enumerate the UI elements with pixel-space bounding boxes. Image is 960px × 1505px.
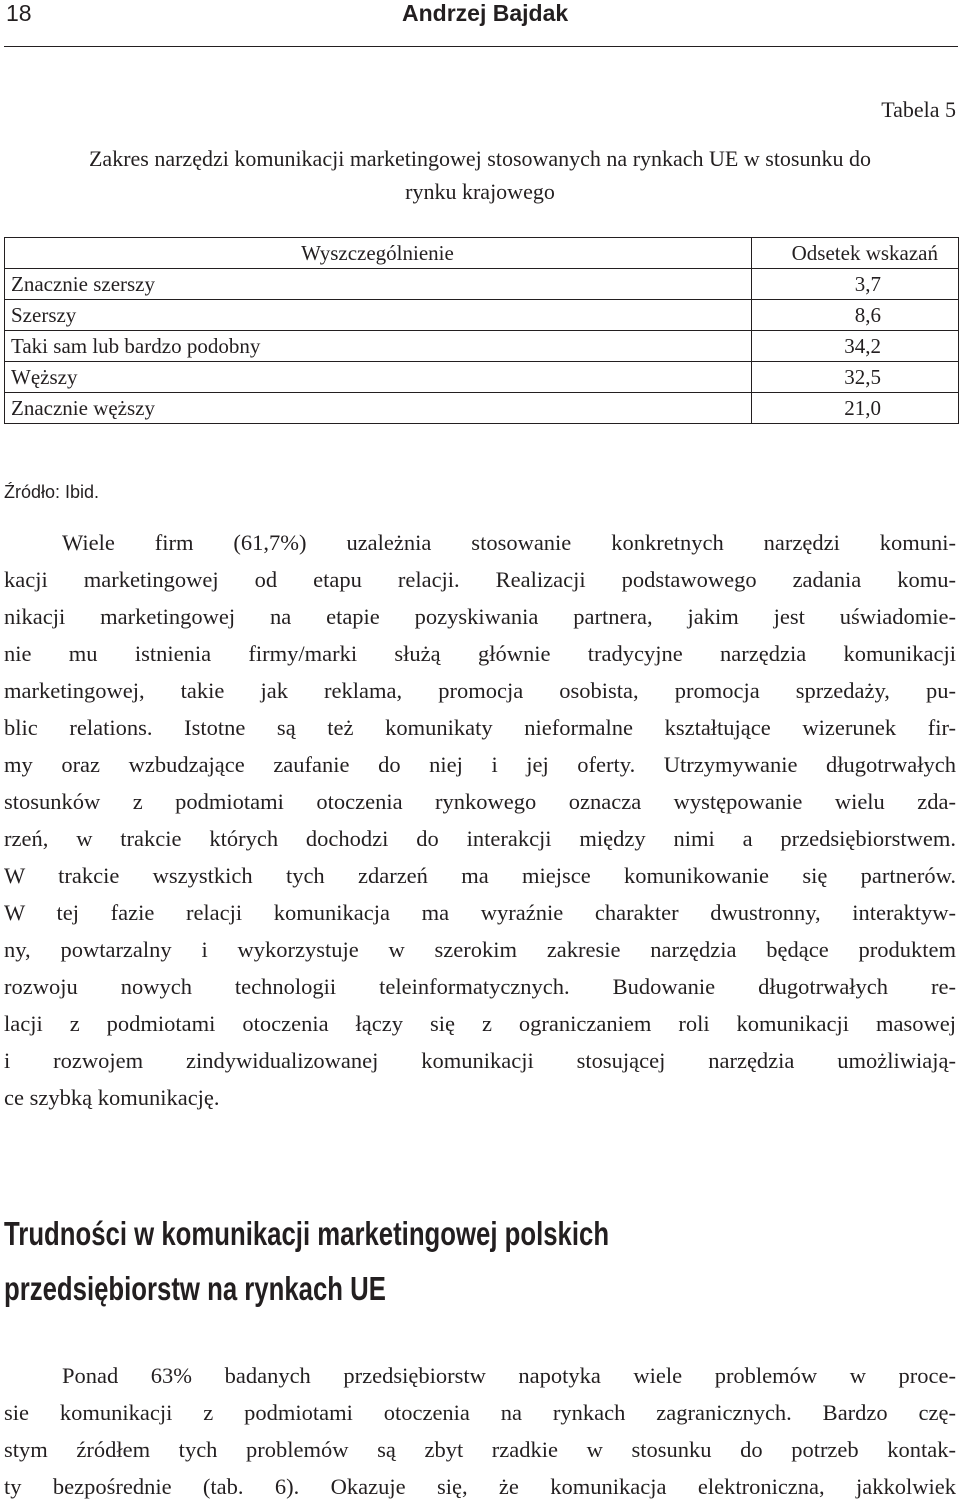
paragraph-line: rozwoju nowych technologii teleinformatycznych. Budowanie długotrwałych re- — [4, 974, 956, 999]
paragraph-line: ty bezpośrednie (tab. 6). Okazuje się, że komunikacja elektroniczna, jakkolwiek — [4, 1474, 956, 1499]
running-header-author: Andrzej Bajdak — [402, 0, 569, 26]
table-row — [5, 362, 959, 393]
paragraph-line: my oraz wzbudzające zaufanie do niej i jej oferty. Utrzymywanie długotrwałych — [4, 752, 956, 777]
table-caption-line: rynku krajowego — [405, 179, 555, 204]
row-value: 34,2 — [752, 331, 959, 362]
paragraph-line: i rozwojem zindywidualizowanej komunikacji stosującej narzędzia umożliwiają- — [4, 1048, 956, 1073]
row-label: Znacznie węższy — [5, 393, 752, 424]
paragraph-line: sie komunikacji z podmiotami otoczenia na rynkach zagranicznych. Bardzo czę- — [4, 1400, 956, 1425]
table-caption — [4, 142, 956, 208]
paragraph-line: nikacji marketingowej na etapie pozyskiwania partnera, jakim jest uświadomie- — [4, 604, 956, 629]
table-row — [5, 331, 959, 362]
table-caption-line: Zakres narzędzi komunikacji marketingowej stosowanych na rynkach UE w stosunku do — [88, 146, 871, 171]
section-heading — [4, 1206, 737, 1316]
row-label: Taki sam lub bardzo podobny — [5, 331, 752, 362]
header-divider — [4, 46, 958, 47]
paragraph-line: W tej fazie relacji komunikacja ma wyraźnie charakter dwustronny, interaktyw- — [4, 900, 956, 925]
row-label: Znacznie szerszy — [5, 269, 752, 300]
paragraph-line: stosunków z podmiotami otoczenia rynkowego oznacza występowanie wielu zda- — [4, 789, 956, 814]
paragraph-line: rzeń, w trakcie których dochodzi do interakcji między nimi a przedsiębiorstwem. — [4, 826, 956, 851]
row-value: 21,0 — [752, 393, 959, 424]
paragraph-line: marketingowej, takie jak reklama, promocja osobista, promocja sprzedaży, pu- — [4, 678, 956, 703]
table-row — [5, 393, 959, 424]
table-row — [5, 300, 959, 331]
section-heading-line: Trudności w komunikacji marketingowej polskich — [4, 1215, 610, 1252]
column-header-percentage: Odsetek wskazań — [752, 238, 959, 269]
body-paragraph — [4, 1357, 956, 1505]
body-paragraph — [4, 524, 956, 1116]
paragraph-line: lacji z podmiotami otoczenia łączy się z ograniczaniem roli komunikacji masowej — [4, 1011, 956, 1036]
paragraph-line: ce szybką komunikację. — [4, 1085, 220, 1110]
paragraph-line: ny, powtarzalny i wykorzystuje w szerokim zakresie narzędzia będące produktem — [4, 937, 956, 962]
paragraph-line: kacji marketingowej od etapu relacji. Realizacji podstawowego zadania komu- — [4, 567, 956, 592]
paragraph-line: nie mu istnienia firmy/marki służą głównie tradycyjne narzędzia komunikacji — [4, 641, 956, 666]
row-value: 3,7 — [752, 269, 959, 300]
page-number: 18 — [6, 0, 32, 26]
paragraph-line: stym źródłem tych problemów są zbyt rzadkie w stosunku do potrzeb kontak- — [4, 1437, 956, 1462]
paragraph-line: Ponad 63% badanych przedsiębiorstw napotyka wiele problemów w proce- — [62, 1363, 956, 1388]
row-label: Węższy — [5, 362, 752, 393]
table-header-row — [5, 238, 959, 269]
row-value: 32,5 — [752, 362, 959, 393]
table-label: Tabela 5 — [881, 97, 956, 122]
data-table — [4, 237, 959, 424]
paragraph-line: W trakcie wszystkich tych zdarzeń ma miejsce komunikowanie się partnerów. — [4, 863, 956, 888]
table-row — [5, 269, 959, 300]
paragraph-line: Wiele firm (61,7%) uzależnia stosowanie konkretnych narzędzi komuni- — [62, 530, 956, 555]
paragraph-line: blic relations. Istotne są też komunikaty nieformalne kształtujące wizerunek fir- — [4, 715, 956, 740]
row-label: Szerszy — [5, 300, 752, 331]
row-value: 8,6 — [752, 300, 959, 331]
table-source-note: Źródło: Ibid. — [4, 482, 100, 502]
column-header-item: Wyszczególnienie — [5, 238, 752, 269]
section-heading-line: przedsiębiorstw na rynkach UE — [4, 1270, 386, 1307]
